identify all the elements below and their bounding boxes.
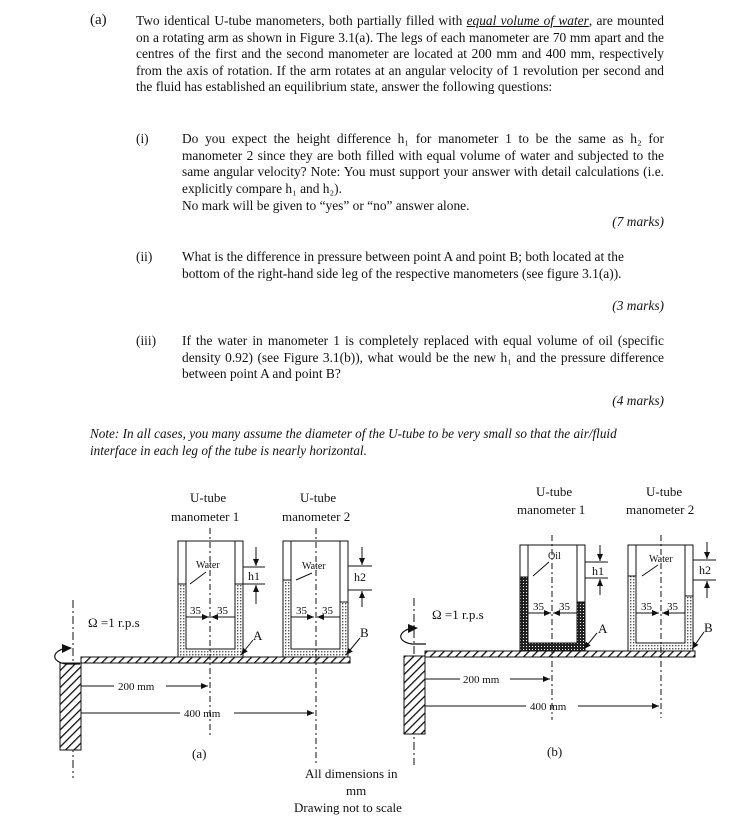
figure-b xyxy=(401,484,716,765)
part-ii-text: What is the difference in pressure between point A and point B; both located at the bottom of the right-hand side leg of the respective manometers (see figure 3.1(a)). xyxy=(182,249,624,281)
manometer-1-subtitle-b: manometer 1 xyxy=(517,502,586,517)
part-i-marks: (7 marks) xyxy=(612,214,664,229)
point-b-label-b: B xyxy=(704,620,713,635)
omega-label-a: Ω =1 r.p.s xyxy=(88,615,140,630)
dim-400-b: 400 mm xyxy=(530,701,567,713)
manometer-2-subtitle-a: manometer 2 xyxy=(282,509,351,524)
rotation-arrow-a xyxy=(55,648,80,664)
part-i-number: (i) xyxy=(136,131,149,146)
manometer-2-b xyxy=(628,535,716,718)
part-i-text: Do you expect the height difference h₁ for manometer 1 to be the same as h₂ for manometer 2 since they are both filled with equal volume of water and subjected to the same angular velocity? Note: You must support your answer with detail calculations (i.e. explicitly compare h₁ and h₂). xyxy=(182,131,664,196)
arm-b xyxy=(425,651,695,657)
leg-spacing-2b-left: 35 xyxy=(641,601,652,613)
part-ii-number: (ii) xyxy=(136,249,153,264)
manometer-1-a xyxy=(178,528,265,735)
arm-a xyxy=(81,657,350,663)
manometer-1-title-a: U-tube xyxy=(190,490,227,505)
point-a-label-b: A xyxy=(598,621,608,636)
manometer-2-title-a: U-tube xyxy=(300,490,337,505)
intro-emphasis: equal volume of water xyxy=(466,13,589,28)
caption-b: (b) xyxy=(547,744,563,759)
question-label: (a) xyxy=(90,12,107,28)
manometer-2-title-b: U-tube xyxy=(646,484,683,499)
footer-unit: mm xyxy=(346,783,367,798)
manometer-1-title-b: U-tube xyxy=(536,484,573,499)
h1-label-b: h1 xyxy=(592,564,604,578)
part-i-note: No mark will be given to “yes” or “no” answer alone. xyxy=(182,198,470,213)
water-label-2b: Water xyxy=(649,554,673,565)
manometer-1-subtitle-a: manometer 1 xyxy=(171,509,240,524)
oil-label-1b: Oil xyxy=(548,551,561,562)
manometer-1-b xyxy=(520,535,608,720)
h2-label-b: h2 xyxy=(699,563,711,577)
h1-label-a: h1 xyxy=(248,569,260,583)
intro-after: , are mounted on a rotating arm as shown in Figure 3.1(a). The legs of each manometer are 70 mm apart and the centres of the first and the second manometer are located at 200 mm and 400 mm, respectively from the axis of rotation. If the arm rotates at an angular velocity of 1 revolution per second and the fluid has established an equilibrium state, answer the following questions: xyxy=(136,13,664,95)
water-label-1a: Water xyxy=(196,560,220,571)
intro-before: Two identical U-tube manometers, both partially filled with xyxy=(136,13,467,28)
dim-200-a: 200 mm xyxy=(118,681,155,693)
water-label-2a: Water xyxy=(302,561,326,572)
leg-spacing-2a-left: 35 xyxy=(296,605,307,617)
part-ii-marks: (3 marks) xyxy=(612,298,664,313)
leg-spacing-1b-left: 35 xyxy=(533,601,544,613)
figure-a xyxy=(55,490,372,778)
manometer-2-subtitle-b: manometer 2 xyxy=(626,502,695,517)
leg-spacing-2b-right: 35 xyxy=(667,601,678,613)
leg-spacing-1a-right: 35 xyxy=(217,605,228,617)
part-iii-text: If the water in manometer 1 is completely replaced with equal volume of oil (specific density 0.92) (see Figure 3.1(b)), what would be the new h₁ and the pressure difference between point A and point B? xyxy=(182,333,664,382)
leg-spacing-1a-left: 35 xyxy=(190,605,201,617)
dim-400-a: 400 mm xyxy=(184,708,221,720)
footer-scale-note: Drawing not to scale xyxy=(294,800,402,815)
footer-dimensions: All dimensions in xyxy=(305,766,398,781)
manometer-2-a xyxy=(283,528,372,765)
rotation-arrow-b xyxy=(401,628,426,644)
wall-a xyxy=(60,663,81,750)
caption-a: (a) xyxy=(192,746,207,761)
omega-label-b: Ω =1 r.p.s xyxy=(432,607,484,622)
part-iii-number: (iii) xyxy=(136,333,157,348)
leg-spacing-1b-right: 35 xyxy=(559,601,570,613)
dim-200-b: 200 mm xyxy=(463,674,500,686)
leg-spacing-2a-right: 35 xyxy=(322,605,333,617)
wall-b xyxy=(404,656,425,734)
h2-label-a: h2 xyxy=(354,570,366,584)
point-b-label-a: B xyxy=(360,625,369,640)
part-iii-marks: (4 marks) xyxy=(612,393,664,408)
point-a-label-a: A xyxy=(253,628,263,643)
assumption-note: Note: In all cases, you many assume the diameter of the U-tube to be very small so that the air/fluid interface in each leg of the tube is nearly horizontal. xyxy=(90,426,617,458)
